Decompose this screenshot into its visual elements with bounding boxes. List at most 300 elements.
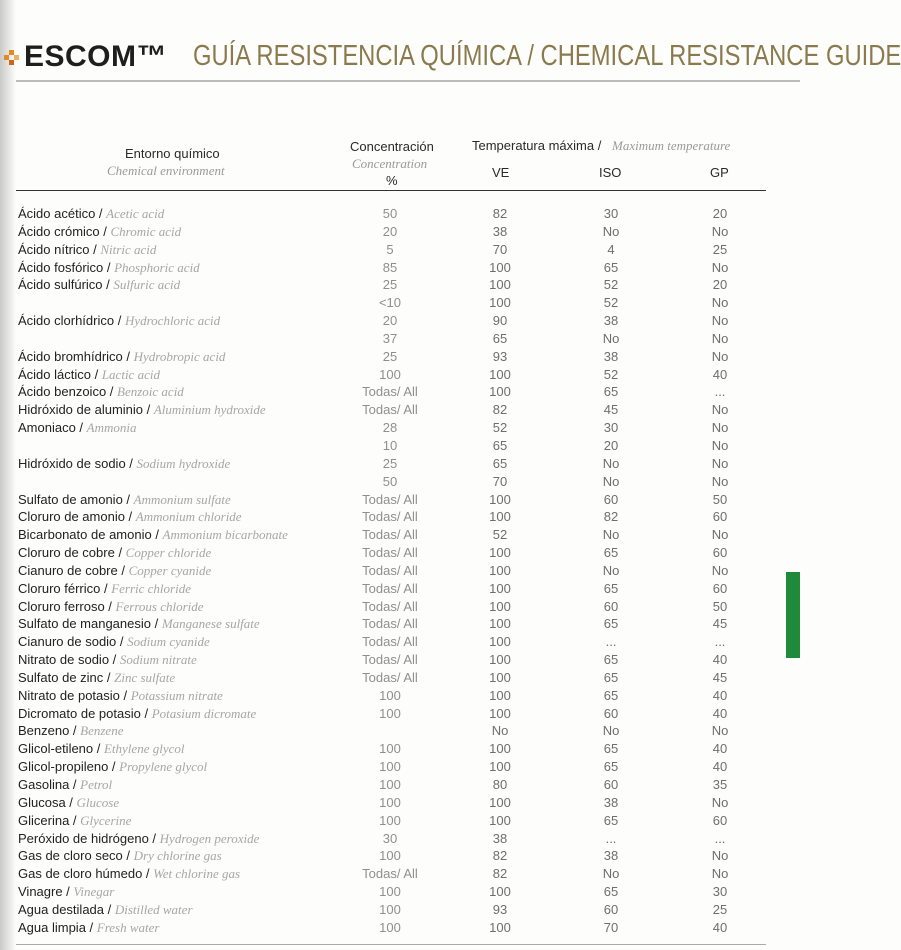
iso-value: No	[602, 866, 620, 882]
header-conc-es: Concentración	[350, 139, 434, 154]
table-row	[0, 401, 800, 419]
chemical-name-en: Nitric acid	[100, 241, 157, 257]
table-row	[0, 615, 800, 633]
gp-value: No	[711, 527, 729, 543]
iso-value: 20	[603, 437, 619, 453]
gp-value: No	[711, 223, 729, 239]
chemical-name-en: Hydrobropic acid	[133, 348, 226, 364]
concentration-value: 28	[382, 420, 398, 436]
chemical-name	[18, 223, 181, 241]
chemical-name-en: Ethylene glycol	[103, 741, 185, 757]
concentration-value: 30	[382, 830, 398, 846]
table-row	[0, 508, 800, 526]
concentration-value: Todas/ All	[362, 598, 418, 614]
table-row	[0, 812, 800, 830]
chemical-name-es: Sulfato de manganesio /	[18, 616, 162, 632]
table-row	[0, 223, 800, 241]
concentration-value: 100	[379, 884, 401, 900]
iso-value: 38	[603, 848, 619, 864]
chemical-name	[18, 705, 256, 723]
chemical-name-en: Manganese sulfate	[161, 616, 260, 632]
chemical-name-es: Hidróxido de aluminio /	[18, 402, 154, 418]
ve-value: 100	[489, 598, 511, 614]
table-row	[0, 687, 800, 705]
concentration-value: Todas/ All	[362, 562, 418, 578]
table-row	[0, 598, 800, 616]
gp-value: 30	[712, 884, 728, 900]
table-row	[0, 544, 800, 562]
ve-value: 70	[492, 241, 508, 257]
chemical-name	[18, 401, 266, 419]
header-temp-es: Temperatura máxima /	[472, 138, 602, 153]
ve-value: 100	[489, 884, 511, 900]
ve-value: 65	[492, 437, 508, 453]
resistance-table	[0, 205, 800, 937]
chemical-name-en: Ammonium sulfate	[133, 491, 231, 507]
table-row	[0, 562, 800, 580]
chemical-name-en: Ammonia	[86, 420, 137, 436]
chemical-name	[18, 598, 204, 616]
concentration-value: 100	[379, 901, 401, 917]
bottom-rule	[16, 944, 766, 945]
iso-value: 65	[603, 884, 619, 900]
chemical-name-es: Benzeno /	[18, 723, 81, 739]
concentration-value: Todas/ All	[362, 527, 418, 543]
ve-value: 65	[492, 455, 508, 471]
iso-value: 52	[603, 277, 619, 293]
table-row	[0, 722, 800, 740]
ve-value: 100	[489, 794, 511, 810]
table-row	[0, 633, 800, 651]
ve-value: 100	[489, 687, 511, 703]
concentration-value: 37	[382, 330, 398, 346]
escom-logo	[4, 40, 167, 74]
chemical-name	[18, 348, 225, 366]
table-row	[0, 330, 800, 348]
chemical-name-es: Agua limpia /	[18, 919, 97, 935]
concentration-value: Todas/ All	[362, 652, 418, 668]
table-row	[0, 473, 800, 491]
gp-value: 40	[712, 705, 728, 721]
table-row	[0, 241, 800, 259]
chemical-name-es: Vinagre /	[18, 884, 74, 900]
table-row	[0, 383, 800, 401]
concentration-value: Todas/ All	[362, 509, 418, 525]
gp-value: 45	[712, 616, 728, 632]
concentration-value: Todas/ All	[362, 491, 418, 507]
iso-value: 38	[603, 348, 619, 364]
iso-value: 30	[603, 420, 619, 436]
gp-value: ...	[714, 384, 726, 400]
concentration-value: 25	[382, 348, 398, 364]
iso-value: 45	[603, 402, 619, 418]
concentration-value: 100	[379, 366, 401, 382]
ve-value: 100	[489, 509, 511, 525]
chemical-name	[18, 919, 159, 937]
ve-value: 82	[492, 402, 508, 418]
chemical-name-es: Sulfato de zinc /	[18, 669, 115, 685]
chemical-name	[18, 383, 184, 401]
header-env-es: Entorno químico	[125, 146, 220, 161]
chemical-name	[18, 847, 222, 865]
chemical-name-en: Wet chlorine gas	[153, 866, 241, 882]
ve-value: 100	[489, 741, 511, 757]
table-row	[0, 580, 800, 598]
chemical-name	[18, 865, 240, 883]
iso-value: No	[602, 330, 620, 346]
ve-value: 100	[489, 919, 511, 935]
chemical-name	[18, 669, 175, 687]
gp-value: 50	[712, 598, 728, 614]
gp-value: ...	[714, 634, 726, 650]
chemical-name-es: Ácido láctico /	[18, 366, 102, 382]
chemical-name-en: Ammonium chloride	[135, 509, 242, 525]
chemical-name-es: Sulfato de amonio /	[18, 491, 134, 507]
chemical-name-es: Agua destilada /	[18, 901, 115, 917]
table-row	[0, 847, 800, 865]
table-row	[0, 312, 800, 330]
table-row	[0, 276, 800, 294]
ve-value: 80	[492, 777, 508, 792]
concentration-value: 25	[382, 455, 398, 471]
iso-value: 60	[603, 901, 619, 917]
chemical-name-en: Sodium nitrate	[119, 652, 197, 668]
iso-value: 38	[603, 794, 619, 810]
header-conc-en: Concentration	[352, 156, 428, 171]
gp-value: ...	[714, 830, 726, 846]
table-row	[0, 491, 800, 509]
table-row	[0, 526, 800, 544]
ve-value: 65	[492, 330, 508, 346]
iso-value: 65	[603, 669, 619, 685]
ve-value: 100	[489, 634, 511, 650]
concentration-value: Todas/ All	[362, 580, 418, 596]
chemical-name-en: Vinegar	[73, 884, 115, 900]
chemical-name	[18, 508, 242, 526]
concentration-value: <10	[378, 295, 402, 311]
chemical-name-en: Sulfuric acid	[113, 277, 181, 293]
chemical-name	[18, 758, 207, 776]
chemical-name-en: Lactic acid	[101, 366, 160, 382]
concentration-value: 100	[379, 794, 401, 810]
concentration-value: Todas/ All	[362, 669, 418, 685]
chemical-name-en: Chromic acid	[110, 223, 182, 239]
title-separator: /	[520, 40, 541, 72]
gp-value: 45	[712, 669, 728, 685]
chemical-name-es: Nitrato de sodio /	[18, 652, 120, 668]
header-conc-unit: %	[386, 173, 398, 188]
ve-value: 52	[492, 420, 508, 436]
table-row	[0, 455, 800, 473]
gp-value: No	[711, 848, 729, 864]
iso-value: 60	[603, 777, 619, 792]
chemical-name-es: Cianuro de sodio /	[18, 634, 128, 650]
ve-value: 82	[492, 866, 508, 882]
chemical-name-en: Glucose	[76, 794, 120, 810]
ve-value: 38	[492, 223, 508, 239]
gp-value: No	[711, 562, 729, 578]
gp-value: 40	[712, 687, 728, 703]
table-row	[0, 901, 800, 919]
chemical-name-es: Gasolina /	[18, 777, 81, 792]
chemical-name-en: Petrol	[80, 777, 113, 792]
chemical-name	[18, 794, 119, 812]
ve-value: 100	[489, 277, 511, 293]
concentration-value: 100	[379, 705, 401, 721]
chemical-name	[18, 276, 180, 294]
header-temp-en: Maximum temperature	[612, 138, 731, 153]
chemical-name-en: Sodium cyanide	[127, 634, 210, 650]
gp-value: 40	[712, 652, 728, 668]
gp-value: No	[711, 313, 729, 329]
chemical-name-en: Potasium dicromate	[151, 705, 257, 721]
chemical-name-en: Distilled water	[114, 901, 193, 917]
concentration-value: 100	[379, 687, 401, 703]
chemical-name-en: Copper chloride	[125, 545, 212, 561]
gp-value: 40	[712, 919, 728, 935]
chemical-name-en: Fresh water	[96, 919, 160, 935]
chemical-name	[18, 419, 137, 437]
iso-value: 65	[603, 812, 619, 828]
ve-value: 100	[489, 759, 511, 775]
chemical-name-es: Glicerina /	[18, 812, 81, 828]
gp-value: 50	[712, 491, 728, 507]
gp-value: No	[711, 723, 729, 739]
header-env-en: Chemical environment	[107, 163, 225, 178]
chemical-name-en: Zinc sulfate	[114, 669, 176, 685]
concentration-value: Todas/ All	[362, 402, 418, 418]
green-section-tab	[786, 572, 800, 658]
iso-value: 70	[603, 919, 619, 935]
header-iso: ISO	[599, 165, 622, 180]
chemical-name-en: Aluminium hydroxide	[153, 402, 266, 418]
gp-value: 60	[712, 509, 728, 525]
table-row	[0, 669, 800, 687]
chemical-name-en: Dry chlorine gas	[133, 848, 222, 864]
chemical-name	[18, 580, 191, 598]
iso-value: 65	[603, 741, 619, 757]
chemical-name-en: Hydrogen peroxide	[159, 830, 260, 846]
ve-value: No	[491, 723, 509, 739]
ve-value: 100	[489, 812, 511, 828]
iso-value: No	[602, 527, 620, 543]
ve-value: 93	[492, 901, 508, 917]
gp-value: 40	[712, 366, 728, 382]
iso-value: 52	[603, 366, 619, 382]
gp-value: No	[711, 330, 729, 346]
gp-value: No	[711, 794, 729, 810]
concentration-value: Todas/ All	[362, 545, 418, 561]
chemical-name-es: Cloruro ferroso /	[18, 598, 116, 614]
chemical-name	[18, 544, 211, 562]
iso-value: 30	[603, 206, 619, 221]
iso-value: 60	[603, 491, 619, 507]
iso-value: 65	[603, 616, 619, 632]
iso-value: No	[602, 562, 620, 578]
gp-value: 20	[712, 206, 728, 221]
table-row	[0, 651, 800, 669]
header-ve: VE	[492, 165, 510, 180]
chemical-name	[18, 259, 200, 277]
table-row	[0, 883, 800, 901]
chemical-name-es: Gas de cloro húmedo /	[18, 866, 154, 882]
iso-value: 65	[603, 759, 619, 775]
iso-value: 60	[603, 598, 619, 614]
chemical-name-en: Hydrochloric acid	[124, 313, 221, 329]
logo-text: ESCOM™	[24, 40, 168, 73]
table-row	[0, 758, 800, 776]
gp-value: No	[711, 259, 729, 275]
chemical-name-es: Cloruro férrico /	[18, 580, 112, 596]
iso-value: 4	[607, 241, 615, 257]
concentration-value: 100	[379, 848, 401, 864]
ve-value: 100	[489, 616, 511, 632]
concentration-value: Todas/ All	[362, 384, 418, 400]
table-row	[0, 865, 800, 883]
gp-value: No	[711, 420, 729, 436]
chemical-name-en: Copper cyanide	[128, 562, 212, 578]
chemical-name-es: Ácido sulfúrico /	[18, 277, 114, 293]
concentration-value: Todas/ All	[362, 616, 418, 632]
gp-value: 35	[712, 777, 728, 792]
title-english: CHEMICAL RESISTANCE GUIDE	[540, 40, 901, 72]
concentration-value: 100	[379, 759, 401, 775]
chemical-name-es: Amoniaco /	[18, 420, 87, 436]
chemical-name	[18, 901, 193, 919]
concentration-value: 50	[382, 473, 398, 489]
concentration-value: 5	[386, 241, 394, 257]
chemical-name-es: Glicol-propileno /	[18, 759, 120, 775]
concentration-value: 20	[382, 223, 398, 239]
concentration-value: 10	[382, 437, 398, 453]
gp-value: No	[711, 473, 729, 489]
gp-value: 40	[712, 741, 728, 757]
gp-value: 60	[712, 812, 728, 828]
header-rule	[16, 190, 766, 191]
table-row	[0, 259, 800, 277]
chemical-name-es: Ácido nítrico /	[18, 241, 101, 257]
ve-value: 38	[492, 830, 508, 846]
chemical-name-en: Ferric chloride	[111, 580, 191, 596]
gp-value: 40	[712, 759, 728, 775]
chemical-name-es: Glucosa /	[18, 794, 77, 810]
chemical-name	[18, 776, 112, 794]
table-row	[0, 366, 800, 384]
chemical-name	[18, 740, 184, 758]
gp-value: No	[711, 295, 729, 311]
chemical-name-en: Propylene glycol	[119, 759, 208, 775]
chemical-name	[18, 562, 211, 580]
concentration-value: 100	[379, 777, 401, 792]
ve-value: 100	[489, 545, 511, 561]
table-row	[0, 294, 800, 312]
table-row	[0, 348, 800, 366]
table-row	[0, 740, 800, 758]
ve-value: 100	[489, 652, 511, 668]
ve-value: 100	[489, 705, 511, 721]
chemical-name-es: Cloruro de amonio /	[18, 509, 136, 525]
ve-value: 100	[489, 259, 511, 275]
concentration-value: 100	[379, 812, 401, 828]
ve-value: 82	[492, 848, 508, 864]
chemical-name	[18, 205, 164, 223]
chemical-name-en: Sodium hydroxide	[136, 455, 231, 471]
ve-value: 52	[492, 527, 508, 543]
chemical-name-en: Phosphoric acid	[114, 259, 200, 275]
iso-value: 60	[603, 705, 619, 721]
table-row	[0, 205, 800, 223]
iso-value: 52	[603, 295, 619, 311]
gp-value: No	[711, 455, 729, 471]
chemical-name	[18, 455, 230, 473]
iso-value: No	[602, 223, 620, 239]
chemical-name	[18, 687, 223, 705]
chemical-name-es: Ácido fosfórico /	[18, 259, 115, 275]
table-row	[0, 794, 800, 812]
iso-value: No	[602, 455, 620, 471]
title-spanish: GUÍA RESISTENCIA QUÍMICA	[193, 40, 521, 72]
chemical-name-en: Benzoic acid	[117, 384, 184, 400]
chemical-name	[18, 312, 220, 330]
header-gp: GP	[710, 165, 729, 180]
ve-value: 93	[492, 348, 508, 364]
gp-value: 25	[712, 241, 728, 257]
iso-value: ...	[605, 634, 617, 650]
chemical-name-es: Hidróxido de sodio /	[18, 455, 137, 471]
iso-value: 38	[603, 313, 619, 329]
chemical-name	[18, 812, 131, 830]
gp-value: No	[711, 866, 729, 882]
concentration-value: 85	[382, 259, 398, 275]
chemical-name	[18, 830, 259, 848]
iso-value: No	[602, 723, 620, 739]
ve-value: 90	[492, 313, 508, 329]
iso-value: 82	[603, 509, 619, 525]
chemical-name-en: Ammonium bicarbonate	[162, 527, 288, 543]
table-row	[0, 437, 800, 455]
ve-value: 100	[489, 295, 511, 311]
concentration-value: 25	[382, 277, 398, 293]
iso-value: 65	[603, 652, 619, 668]
ve-value: 82	[492, 206, 508, 221]
table-row	[0, 830, 800, 848]
chemical-name-es: Ácido acético /	[18, 206, 107, 221]
chemical-name-es: Cianuro de cobre /	[18, 562, 129, 578]
concentration-value: 100	[379, 919, 401, 935]
chemical-name	[18, 651, 197, 669]
iso-value: 65	[603, 259, 619, 275]
chemical-name-es: Cloruro de cobre /	[18, 545, 126, 561]
concentration-value: 100	[379, 741, 401, 757]
concentration-value: Todas/ All	[362, 634, 418, 650]
table-row	[0, 919, 800, 937]
ve-value: 100	[489, 580, 511, 596]
ve-value: 70	[492, 473, 508, 489]
table-row	[0, 776, 800, 794]
iso-value: 65	[603, 580, 619, 596]
chemical-name	[18, 615, 260, 633]
gp-value: No	[711, 348, 729, 364]
chemical-name-es: Ácido crómico /	[18, 223, 111, 239]
chemical-name-es: Peróxido de hidrógeno /	[18, 830, 160, 846]
chemical-name	[18, 526, 288, 544]
iso-value: ...	[605, 830, 617, 846]
gp-value: 20	[712, 277, 728, 293]
chemical-name-es: Dicromato de potasio /	[18, 705, 152, 721]
table-row	[0, 705, 800, 723]
table-row	[0, 419, 800, 437]
ve-value: 100	[489, 491, 511, 507]
